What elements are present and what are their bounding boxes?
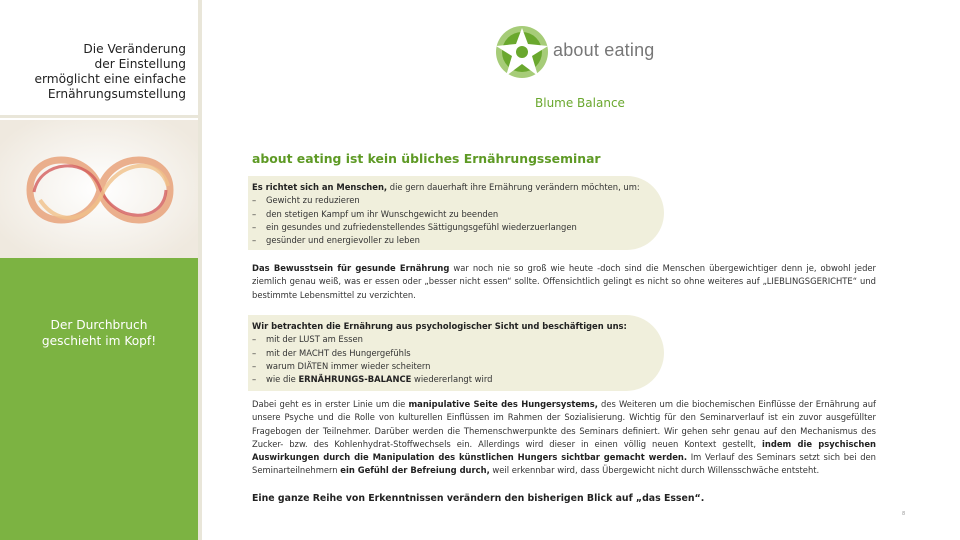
green-text-line: Der Durchbruch [50, 318, 148, 332]
psychology-intro-bold: Wir betrachten die Ernährung aus psychologischer Sicht und beschäftigen uns: [252, 321, 627, 331]
details-text: Dabei geht es in erster Linie um die [252, 399, 409, 409]
list-item: – Gewicht zu reduzieren [252, 194, 662, 207]
list-item: – gesünder und energievoller zu leben [252, 234, 662, 247]
details-text: Im Verlauf des Seminars setzt sich bei den Seminarteilnehmern [252, 452, 876, 476]
section-psychology [252, 320, 662, 386]
tagline-line: Die Veränderung [83, 42, 186, 56]
green-panel [0, 258, 198, 540]
intro-text: die gern dauerhaft ihre Ernährung verändern möchten, um: [387, 182, 640, 192]
intro-bold: Es richtet sich an Menschen, [252, 182, 388, 192]
list-item [252, 373, 662, 386]
tagline-line: ermöglicht eine einfache [34, 72, 186, 86]
item-text: warum DIÄTEN immer wieder scheitern [266, 360, 431, 371]
item-text: mit der LUST am Essen [266, 334, 363, 345]
psychology-list [252, 333, 662, 386]
item-text: wiedererlangt wird [411, 374, 493, 385]
section-target-group [252, 181, 662, 247]
infinity-ribbon-image [0, 120, 198, 258]
item-text: mit der MACHT des Hungergefühls [266, 347, 411, 358]
list-item [252, 347, 662, 360]
page-heading: about eating ist kein übliches Ernährungsseminar [252, 151, 601, 166]
green-panel-text [0, 317, 198, 349]
awareness-bold: Das Bewusstsein für gesunde Ernährung [252, 263, 450, 273]
section-awareness [252, 262, 876, 302]
logo-text: about eating [553, 40, 655, 60]
green-text-line: geschieht im Kopf! [41, 334, 157, 348]
details-bold: indem die psychischen Auswirkungen durch die Manipulation des künstlichen Hungers sichtbar gemacht werden. [252, 438, 877, 463]
psychology-intro [252, 320, 662, 333]
top-left-panel [0, 0, 198, 118]
section-intro [252, 181, 662, 194]
goal-list [252, 194, 662, 247]
list-item: – den stetigen Kampf um ihr Wunschgewicht zu beenden [252, 208, 662, 221]
infinity-ribbon-icon [0, 120, 198, 258]
details-text: weil erkennbar wird, dass Übergewicht nicht durch Willensschwäche entsteht. [489, 465, 820, 476]
closing-statement: Eine ganze Reihe von Erkenntnissen verändern den bisherigen Blick auf „das Essen“. [252, 493, 705, 504]
details-text: des Weiteren um die biochemischen Einflüsse der Ernährung auf unsere Psyche und die Rolle von kulturellen Einflüssen im Rahmen der Sozialisierung. Wichtig für den Seminarverlauf ist ein zuvor ausgefüllter Fragebogen der Teilnehmer. Darüber werden die Themenschwerpunkte des Seminars definiert. Wir gehen sehr genau auf den Mechanismus des Zucker- bzw. des Kohlenhydrat-Stoffwechsels ein. Allerdings wird dieser in einen völlig neuen Kontext gestellt, [252, 399, 876, 449]
awareness-text: war noch nie so groß wie heute -doch sind die Menschen übergewichtiger denn je, obwohl jeder ziemlich genau weiß, was er essen oder „besser nicht essen“ sollte. Offensichtlich gelingt es nicht so ohne weiteres auf „LIEBLINGSGERICHTE“ und bestimmte Lebensmittel zu verzichten. [252, 263, 876, 300]
clover-cross-icon [492, 24, 552, 80]
section-details [252, 398, 876, 478]
subtitle: Blume Balance [535, 96, 625, 110]
tagline-line: Ernährungsumstellung [47, 87, 186, 101]
list-item [252, 360, 662, 373]
details-bold: ein Gefühl der Befreiung durch, [340, 465, 490, 476]
list-item [252, 333, 662, 346]
item-bold: ERNÄHRUNGS-BALANCE [298, 374, 412, 385]
left-column-divider [198, 0, 202, 540]
list-item: – ein gesundes und zufriedenstellendes Sättigungsgefühl wiederzuerlangen [252, 221, 662, 234]
tagline-line: der Einstellung [94, 57, 186, 71]
details-bold: manipulative Seite des Hungersystems, [408, 399, 598, 409]
item-text: wie die [266, 374, 299, 385]
top-left-tagline [35, 42, 186, 102]
page-number: 8 [902, 511, 906, 517]
